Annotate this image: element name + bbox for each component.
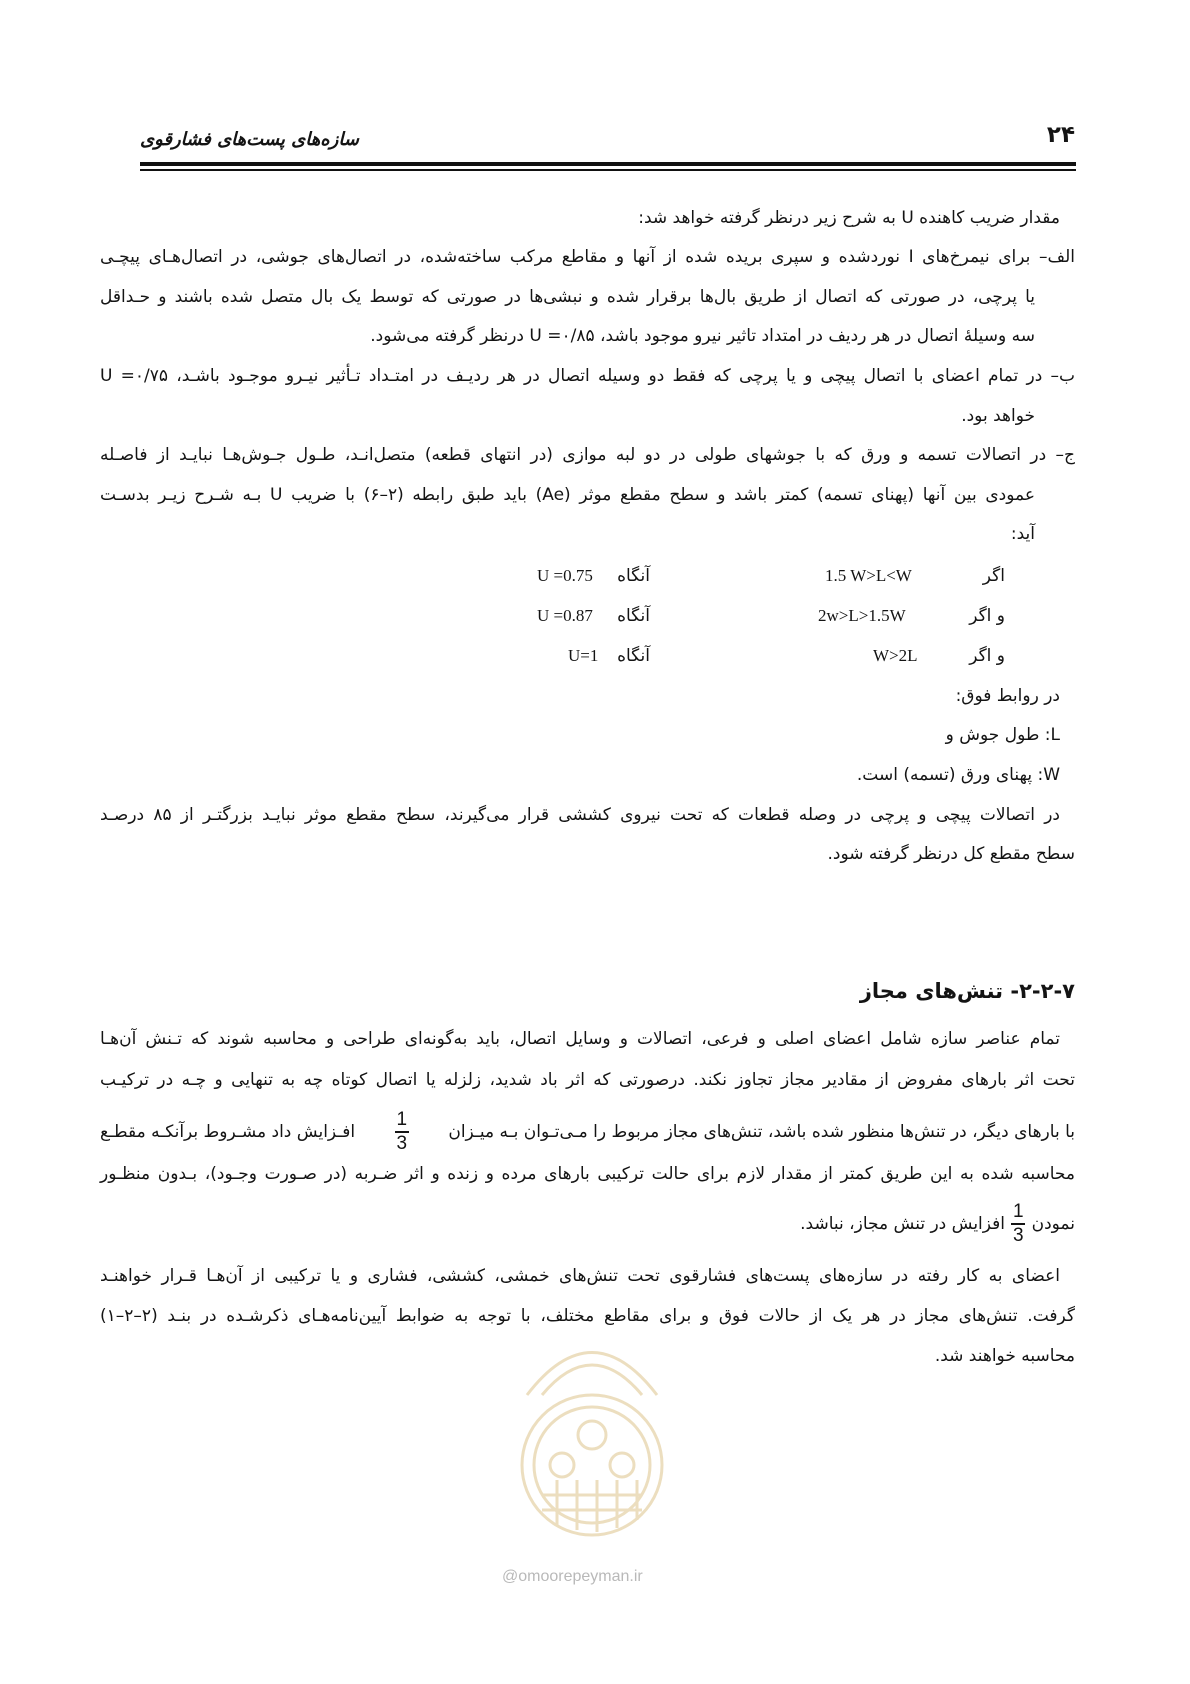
- section-heading: ۲-۲-۷- تنش‌های مجاز: [859, 979, 1075, 1003]
- members-paragraph-line-1: اعضای به کار رفته در سازه‌های پست‌های فشارقوی تحت تنش‌های خمشی، کششی، فشاری و یا ترکیبی از آن‌هـا قـرار خواهنـد: [100, 1266, 1060, 1286]
- fraction-numerator: 1: [396, 1109, 408, 1130]
- allow-line-3-part-a: با بارهای دیگر، در تنش‌ها منظور شده باشد، تنش‌های مجاز مربوط را مـی‌تـوان بـه میـزان: [448, 1121, 1075, 1142]
- condition-prefix: اگر: [982, 566, 1005, 586]
- condition-then: آنگاه: [617, 646, 650, 666]
- condition-then: آنگاه: [617, 566, 650, 586]
- allow-line-3-part-b: افـزایش داد مشـروط برآنکـه مقطـع: [100, 1121, 356, 1142]
- page-number: ۲۴: [1046, 122, 1075, 148]
- allow-line-5-part-a: نمودن: [1031, 1213, 1075, 1234]
- item-c-line-1: ج– در اتصالات تسمه و ورق که با جوشهای طولی در دو لبه موازی (در انتهای قطعه) متصل‌انـد، طـول جـوش‌هـا نبایـد از فاصـله: [100, 445, 1075, 465]
- fraction-one-third: [394, 1110, 409, 1154]
- item-a-line-2: یا پرچی، در صورتی که اتصال از طریق بال‌ها برقرار شده و نبشی‌ها در صورتی که توسط یک بال متصل شده باشند و حـداقل: [100, 287, 1035, 307]
- condition-result: U=1: [568, 646, 599, 665]
- condition-then: آنگاه: [617, 606, 650, 626]
- item-c-line-3: آید:: [1010, 524, 1035, 544]
- condition-result: U =0.87: [537, 606, 593, 625]
- running-header-title: سازه‌های پست‌های فشارقوی: [140, 129, 359, 150]
- fraction-numerator: 1: [1013, 1201, 1024, 1222]
- allow-line-5-part-b: افزایش در تنش مجاز، نباشد.: [800, 1213, 1006, 1234]
- condition-expression: W>2L: [873, 646, 918, 665]
- item-b-line-1: ب– در تمام اعضای با اتصال پیچی و یا پرچی که فقط دو وسیله اتصال در هر ردیـف در امتـداد تـأثیر نیـرو موجـود باشـد، U =۰/۷۵: [100, 366, 1075, 386]
- condition-prefix: و اگر: [969, 646, 1005, 666]
- item-b-line-2: خواهد بود.: [961, 406, 1035, 426]
- condition-expression: 2w>L>1.5W: [818, 606, 906, 625]
- fraction-denominator: 3: [396, 1132, 408, 1154]
- where-label: در روابط فوق:: [955, 686, 1060, 706]
- definition-l: L: طول جوش و: [945, 725, 1060, 745]
- watermark-seal: [487, 1300, 697, 1560]
- members-paragraph-line-3: محاسبه خواهند شد.: [934, 1346, 1075, 1366]
- item-c-line-2: عمودی بین آنها (پهنای تسمه) کمتر باشد و سطح مقطع موثر (Ae) باید طبق رابطه (۲–۶) با ضریب U بـه شـرح زیـر بدسـت: [100, 485, 1035, 505]
- allow-paragraph-line-4: محاسبه شده به این طریق کمتر از مقدار لازم برای حالت ترکیبی بارهای مرده و زنده و اثر ضـربه (در صـورت وجـود)، بـدون منظـور: [100, 1164, 1075, 1184]
- allow-paragraph-line-2: تحت اثر بارهای مفروض از مقادیر مجاز تجاوز نکند. درصورتی که اثر باد شدید، زلزله یا اتصال کوتاه چه به تنهایی و چـه در ترکیـب: [100, 1070, 1075, 1090]
- bolt-paragraph-line-1: در اتصالات پیچی و پرچی در وصله قطعات که تحت نیروی کششی قرار می‌گیرند، سطح مقطع موثر نبایـد بزرگتـر از ۸۵ درصـد: [100, 805, 1060, 825]
- condition-prefix: و اگر: [969, 606, 1005, 626]
- allow-paragraph-line-3: [100, 1110, 1075, 1154]
- fraction-one-third-2: [1011, 1202, 1026, 1246]
- allow-paragraph-line-5: [800, 1202, 1075, 1246]
- condition-expression: 1.5 W>L<W: [825, 566, 912, 585]
- fraction-denominator: 3: [1013, 1224, 1024, 1246]
- definition-w: W: پهنای ورق (تسمه) است.: [856, 765, 1060, 785]
- bolt-paragraph-line-2: سطح مقطع کل درنظر گرفته شود.: [827, 844, 1075, 864]
- members-paragraph-line-2: گرفت. تنش‌های مجاز در هر یک از حالات فوق و برای مقاطع مختلف، با توجه به ضوابط آیین‌نامه‌هـای ذکرشـده در بنـد (۲–۲–۱): [100, 1306, 1075, 1326]
- allow-paragraph-line-1: تمام عناصر سازه شامل اعضای اصلی و فرعی، اتصالات و وسایل اتصال، باید به‌گونه‌ای طراحی و محاسبه شوند که تـنش آن‌هـا: [100, 1029, 1060, 1049]
- item-a-line-1: الف– برای نیمرخ‌های I نوردشده و سپری بریده شده از آنها و مقاطع مرکب ساخته‌شده، در اتصال‌های جوشی، در اتصال‌هـای پیچـی: [100, 247, 1075, 267]
- header-rule-thin: [140, 169, 1076, 171]
- header-rule-thick: [140, 162, 1076, 166]
- item-a-line-3: سه وسیلهٔ اتصال در هر ردیف در امتداد تاثیر نیرو موجود باشد، U =۰/۸۵ درنظر گرفته می‌شود.: [370, 326, 1035, 346]
- intro-text: مقدار ضریب کاهنده U به شرح زیر درنظر گرفته خواهد شد:: [638, 208, 1060, 228]
- condition-result: U =0.75: [537, 566, 593, 585]
- watermark-url: @omoorepeyman.ir: [502, 1568, 643, 1585]
